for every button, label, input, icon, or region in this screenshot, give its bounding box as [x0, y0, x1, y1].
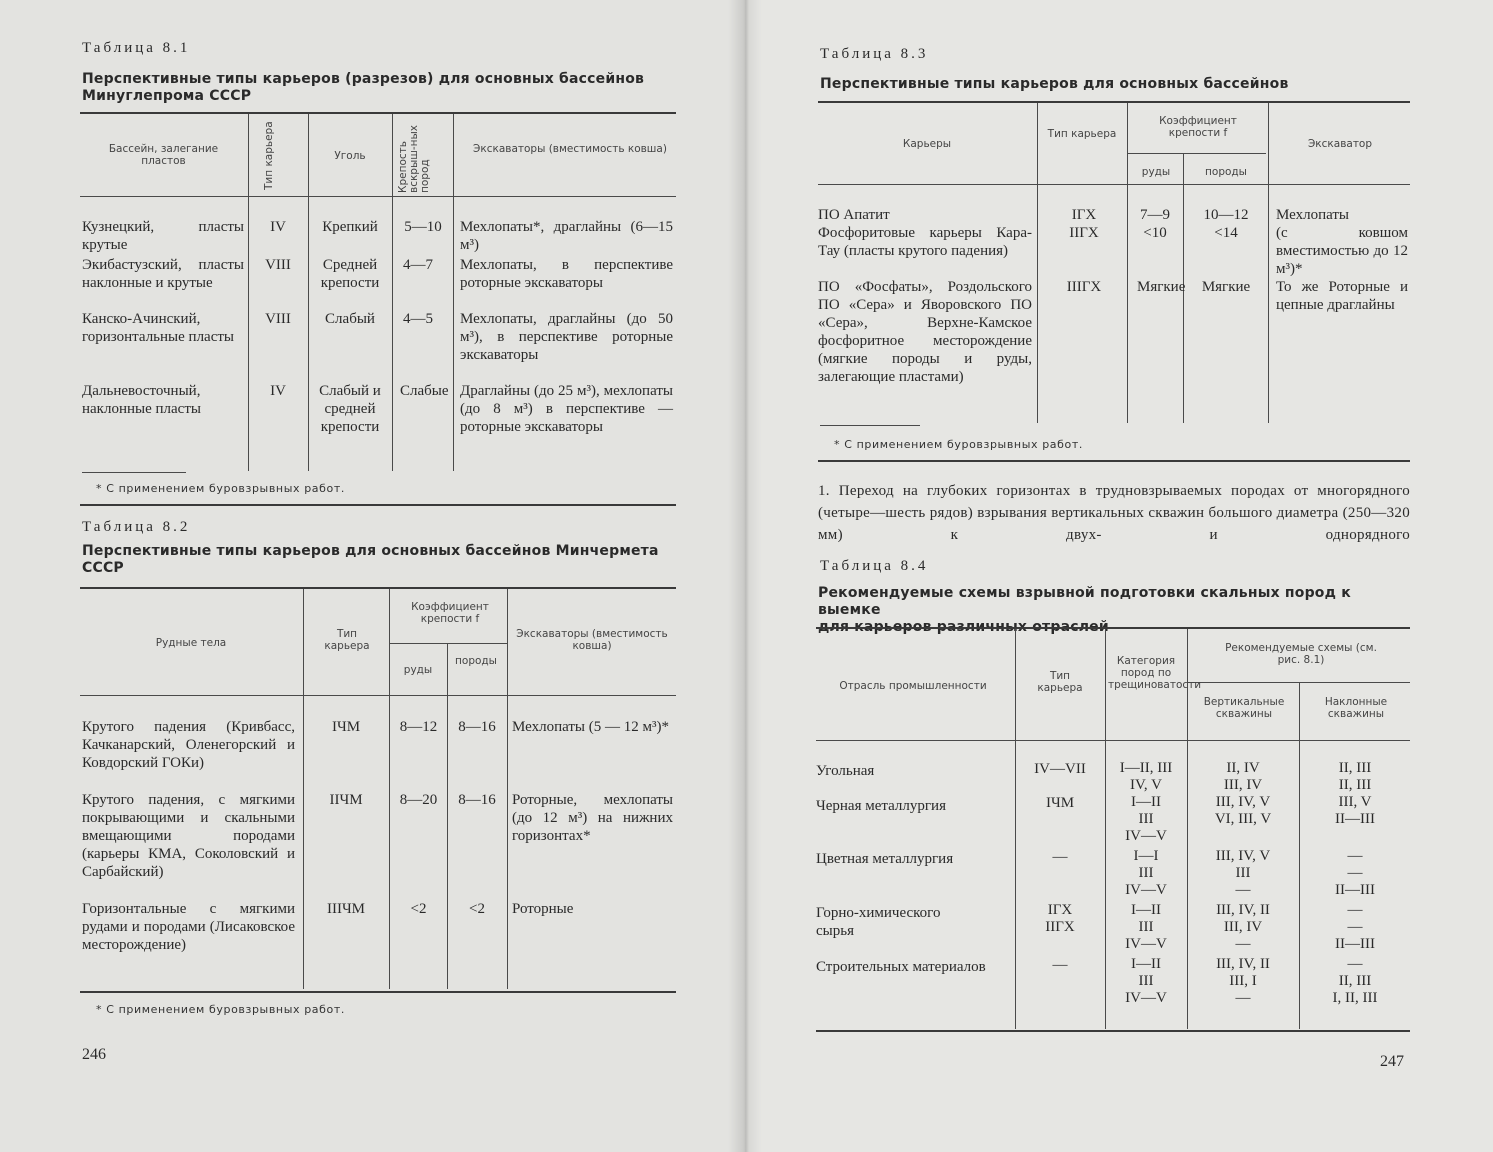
table-8-4-title-line2: для карьеров различных отраслей	[818, 619, 1109, 635]
table-8-4-industry-cell: Горно-химического сырья	[816, 905, 941, 939]
table-8-3-ore-cell: <10	[1143, 225, 1167, 241]
table-8-1-type-cell: IV	[270, 383, 286, 399]
inclined-line: I, II, III	[1332, 990, 1378, 1006]
table-8-4-bottom-rule	[816, 1030, 1410, 1032]
footnote-rule	[82, 472, 186, 473]
vertical-line: II, IV	[1226, 760, 1260, 776]
category-line: IV—V	[1125, 990, 1167, 1006]
table-8-2-excavator-cell: Мехлопаты (5 — 12 м³)*	[512, 719, 669, 735]
table-8-2-type-cell: IЧМ	[331, 719, 361, 735]
header-schemes: Рекомендуемые схемы (см. рис. 8.1)	[1225, 642, 1377, 666]
table-8-4-inclined-cell	[1301, 848, 1409, 899]
table-8-3-quarry-cell: Фосфоритовые карьеры Кара-Тау (пласты крутого падения)	[818, 225, 1032, 259]
header-industry: Отрасль промышленности	[839, 680, 987, 692]
table-8-4-type-cell: —	[1052, 849, 1068, 865]
category-line: I—II	[1131, 956, 1161, 972]
category-line: IV—V	[1125, 882, 1167, 898]
table-8-4-category-cell	[1107, 794, 1185, 845]
vertical-line: III, I	[1229, 973, 1257, 989]
table-8-3-label: Таблица 8.3	[820, 46, 929, 62]
table-8-3-rock-cell: 10—12	[1203, 207, 1249, 223]
header-rock: породы	[455, 655, 497, 667]
table-8-4-vertical-cell	[1189, 956, 1297, 1007]
table-8-2-label: Таблица 8.2	[82, 519, 191, 535]
inclined-line: —	[1347, 902, 1363, 918]
table-8-2-ore-cell: 8—20	[399, 792, 438, 808]
table-8-3-col-divider	[1268, 103, 1269, 423]
table-8-2-ore-cell: <2	[410, 901, 427, 917]
table-8-2-top-rule	[80, 587, 676, 589]
vertical-line: III, IV	[1223, 919, 1263, 935]
table-8-4-category-cell	[1107, 760, 1185, 794]
vertical-line: —	[1235, 936, 1251, 952]
table-8-4-inclined-cell	[1301, 902, 1409, 953]
table-8-2-subheader-rule	[390, 643, 508, 644]
table-8-2-rock-cell: 8—16	[458, 719, 496, 735]
table-8-2-title-line1: Перспективные типы карьеров для основных бассейнов Минчермета	[82, 543, 659, 559]
header-coef: Коэффициент крепости f	[1159, 115, 1237, 139]
table-8-1-header-rule	[80, 196, 676, 197]
table-8-1-excavator-cell: Драглайны (до 25 м³), мехлопаты (до 8 м³) в перспективе — роторные экскаваторы	[460, 383, 673, 435]
table-8-1-col-divider	[392, 114, 393, 471]
inclined-line: III, V	[1338, 794, 1372, 810]
table-8-1-hardness-cell: 4—5	[403, 311, 433, 327]
table-8-2-rock-cell: <2	[469, 901, 485, 917]
table-8-3-rock-cell: <14	[1214, 225, 1238, 241]
table-8-3-excavator-cell: То же Роторные и цепные драглайны	[1276, 279, 1408, 313]
table-8-1-bottom-rule	[80, 504, 676, 506]
inclined-line: II—III	[1335, 936, 1375, 952]
table-8-1-basin-cell: Кузнецкий, пласты крутые	[82, 219, 244, 253]
table-8-1-title-line1: Перспективные типы карьеров (разрезов) для основных бассейнов	[82, 71, 645, 87]
category-line: I—II	[1131, 794, 1161, 810]
table-8-3-footnote: * С применением буровзрывных работ.	[834, 438, 1083, 451]
left-page	[0, 0, 744, 1152]
table-8-2-body-cell: Крутого падения (Кривбасс, Качканарский, Оленегорский и Ковдорский ГОКи)	[82, 719, 295, 771]
header-basin: Бассейн, залегание пластов	[108, 143, 219, 167]
category-line: IV, V	[1130, 777, 1162, 793]
table-8-1-type-cell: VIII	[265, 257, 291, 273]
header-vertical: Вертикальные скважины	[1203, 696, 1285, 720]
table-8-2-ore-cell: 8—12	[399, 719, 438, 735]
vertical-line: —	[1235, 882, 1251, 898]
category-line: IV—V	[1125, 936, 1167, 952]
table-8-2-col-divider	[303, 589, 304, 989]
footnote-rule	[820, 425, 920, 426]
table-8-2-header-rule	[80, 695, 676, 696]
category-line: III	[1138, 919, 1154, 935]
table-8-1-title-line2: Минуглепрома СССР	[82, 88, 252, 104]
table-8-1-top-rule	[80, 112, 676, 114]
table-8-3-type-cell: IIГХ	[1069, 225, 1099, 241]
inclined-line: II, III	[1338, 760, 1372, 776]
table-8-2-excavator-cell: Роторные, мехлопаты (до 12 м³) на нижних горизонтах*	[512, 792, 673, 844]
table-8-1-excavator-cell: Мехлопаты*, драглайны (6—15 м³)	[460, 219, 673, 253]
header-type: Тип карьера	[1037, 670, 1083, 694]
table-8-4-vertical-cell	[1189, 794, 1297, 828]
book-gutter-shadow	[728, 0, 762, 1152]
header-rock: породы	[1205, 166, 1247, 178]
table-8-2-body-cell: Крутого падения, с мягкими покрывающими и скальными вмещающими породами (карьеры КМА, Соколовский и Сарбайский)	[82, 792, 295, 880]
table-8-3-excavator-cell: (с ковшом вместимостью до 12 м³)*	[1276, 225, 1408, 277]
header-excavators: Экскаваторы (вместимость ковша)	[516, 628, 668, 652]
table-8-3-ore-cell: 7—9	[1140, 207, 1170, 223]
table-8-4-type-cell: IV—VII	[1034, 761, 1086, 777]
table-8-3-type-cell: IIIГХ	[1066, 279, 1102, 295]
body-paragraph: 1. Переход на глубоких горизонтах в трудновзрываемых породах от многорядного (четыре—шесть рядов) взрывания вертикальных скважин большого диаметра (250—320 мм) к двух- и однорядного	[818, 483, 1410, 543]
table-8-3-quarry-cell: ПО Апатит	[818, 207, 890, 223]
table-8-2-col-divider	[447, 644, 448, 989]
header-coef: Коэффициент крепости f	[411, 601, 489, 625]
table-8-3-ore-cell: Мягкие	[1137, 279, 1186, 295]
table-8-4-title-line1: Рекомендуемые схемы взрывной подготовки скальных пород к выемке	[818, 585, 1351, 618]
table-8-2-bottom-rule	[80, 991, 676, 993]
table-8-1-footnote: * С применением буровзрывных работ.	[96, 482, 345, 495]
vertical-line: III, IV, II	[1216, 902, 1270, 918]
table-8-4-vertical-cell	[1189, 848, 1297, 899]
category-line: III	[1138, 865, 1154, 881]
table-8-4-top-rule	[816, 627, 1410, 629]
vertical-line: III, IV	[1223, 777, 1263, 793]
header-excavator: Экскаватор	[1307, 138, 1373, 150]
table-8-4-industry-cell: Черная металлургия	[816, 798, 946, 814]
header-type: Тип карьера	[324, 628, 370, 652]
table-8-3-col-divider	[1037, 103, 1038, 423]
inclined-line: II, III	[1338, 777, 1372, 793]
table-8-3-quarry-cell: ПО «Фосфаты», Роздольского ПО «Сера» и Яворовского ПО «Сера», Верхне-Камское фосфоритное месторождение (мягкие породы и руды, залегающие пластами)	[818, 279, 1032, 385]
table-8-3-title: Перспективные типы карьеров для основных бассейнов	[820, 76, 1289, 92]
vertical-line: VI, III, V	[1214, 811, 1272, 827]
table-8-1-coal-cell: Средней крепости	[320, 257, 380, 291]
table-8-1-basin-cell: Канско-Ачинский, горизонтальные пласты	[82, 311, 234, 345]
table-8-1-label: Таблица 8.1	[82, 40, 191, 56]
header-quarries: Карьеры	[902, 138, 952, 150]
header-category: Категория пород по трещиноватости	[1108, 655, 1202, 691]
table-8-1-col-divider	[308, 114, 309, 471]
table-8-3-subheader-rule	[1128, 153, 1266, 154]
table-8-3-rock-cell: Мягкие	[1201, 279, 1251, 295]
category-line: I—I	[1133, 848, 1159, 864]
table-8-4-inclined-cell	[1301, 794, 1409, 828]
table-8-1-hardness-cell: 5—10	[404, 219, 442, 235]
table-8-2-rock-cell: 8—16	[458, 792, 496, 808]
table-8-3-bottom-rule	[818, 460, 1410, 462]
table-8-2-title	[82, 543, 682, 577]
table-8-4-header-rule	[816, 740, 1410, 741]
table-8-4-vertical-cell	[1189, 760, 1297, 794]
table-8-4-type-cell: —	[1052, 957, 1068, 973]
table-8-2-body-cell: Горизонтальные с мягкими рудами и породами (Лисаковское месторождение)	[82, 901, 295, 953]
table-8-1-excavator-cell: Мехлопаты, в перспективе роторные экскаваторы	[460, 257, 673, 291]
header-type: Тип карьера	[1047, 128, 1117, 140]
inclined-line: II—III	[1335, 882, 1375, 898]
inclined-line: —	[1347, 865, 1363, 881]
table-8-4-category-cell	[1107, 902, 1185, 953]
page-number: 247	[1380, 1053, 1404, 1070]
table-8-4-label: Таблица 8.4	[820, 558, 929, 574]
table-8-1-col-divider	[248, 114, 249, 471]
inclined-line: —	[1347, 956, 1363, 972]
category-line: III	[1138, 973, 1154, 989]
table-8-1-type-cell: IV	[270, 219, 286, 235]
table-8-2-type-cell: IIIЧМ	[326, 901, 366, 917]
vertical-line: III, IV, V	[1215, 794, 1271, 810]
table-8-4-industry-cell: Угольная	[816, 763, 875, 779]
table-8-4-category-cell	[1107, 956, 1185, 1007]
table-8-1-hardness-cell: 4—7	[403, 257, 433, 273]
header-excavators: Экскаваторы (вместимость ковша)	[473, 143, 667, 155]
table-8-1-coal-cell: Крепкий	[322, 219, 378, 235]
table-8-2-title-line2: СССР	[82, 560, 124, 576]
table-8-1-excavator-cell: Мехлопаты, драглайны (до 50 м³), в перспективе роторные экскаваторы	[460, 311, 673, 363]
vertical-line: —	[1235, 990, 1251, 1006]
table-8-4-industry-cell: Цветная металлургия	[816, 851, 954, 867]
table-8-2-excavator-cell: Роторные	[512, 901, 574, 917]
vertical-line: III, IV, II	[1216, 956, 1270, 972]
header-overburden: Крепость вскрыш-ных пород	[397, 124, 431, 193]
table-8-2-col-divider	[389, 589, 390, 989]
table-8-2-footnote: * С применением буровзрывных работ.	[96, 1003, 345, 1016]
table-8-3-type-cell: IГХ	[1071, 207, 1097, 223]
inclined-line: —	[1347, 848, 1363, 864]
inclined-line: II, III	[1338, 973, 1372, 989]
table-8-1-type-cell: VIII	[265, 311, 291, 327]
table-8-4-industry-cell: Строительных материалов	[816, 959, 986, 975]
category-line: I—II, III	[1119, 760, 1173, 776]
category-line: IV—V	[1125, 828, 1167, 844]
table-8-1-hardness-cell: Слабые	[400, 383, 449, 399]
table-8-1-coal-cell: Слабый	[325, 311, 375, 327]
table-8-4-type-cell: IГХ IIГХ	[1045, 902, 1075, 935]
table-8-3-top-rule	[818, 101, 1410, 103]
header-coal: Уголь	[334, 150, 366, 162]
table-8-1-col-divider	[453, 114, 454, 471]
header-ore: руды	[403, 664, 433, 676]
vertical-line: III, IV, V	[1215, 848, 1271, 864]
category-line: III	[1138, 811, 1154, 827]
table-8-2-col-divider	[507, 589, 508, 989]
page-number: 246	[82, 1046, 106, 1063]
table-8-4-inclined-cell	[1301, 956, 1409, 1007]
header-ore: руды	[1141, 166, 1171, 178]
category-line: I—II	[1131, 902, 1161, 918]
table-8-3-col-divider	[1127, 103, 1128, 423]
table-8-1-basin-cell: Дальневосточный, наклонные пласты	[82, 383, 201, 417]
inclined-line: II—III	[1335, 811, 1375, 827]
table-8-1-coal-cell: Слабый и средней крепости	[319, 383, 381, 435]
table-8-4-inclined-cell	[1301, 760, 1409, 794]
inclined-line: —	[1347, 919, 1363, 935]
table-8-4-col-divider	[1105, 629, 1106, 1029]
table-8-3-header-rule	[818, 184, 1410, 185]
right-page	[744, 0, 1493, 1152]
header-ore-bodies: Рудные тела	[155, 637, 227, 649]
table-8-4-category-cell	[1107, 848, 1185, 899]
vertical-line: III	[1235, 865, 1251, 881]
table-8-1-basin-cell: Экибастузский, пласты наклонные и крутые	[82, 257, 244, 291]
table-8-4-vertical-cell	[1189, 902, 1297, 953]
table-8-4-type-cell: IЧМ	[1045, 795, 1075, 811]
table-8-3-excavator-cell: Мехлопаты	[1276, 207, 1350, 223]
header-type: Тип карьера	[263, 121, 275, 190]
table-8-2-type-cell: IIЧМ	[329, 792, 363, 808]
table-8-4-col-divider	[1299, 683, 1300, 1029]
table-8-1-title	[82, 71, 682, 105]
header-inclined: Наклонные скважины	[1324, 696, 1388, 720]
